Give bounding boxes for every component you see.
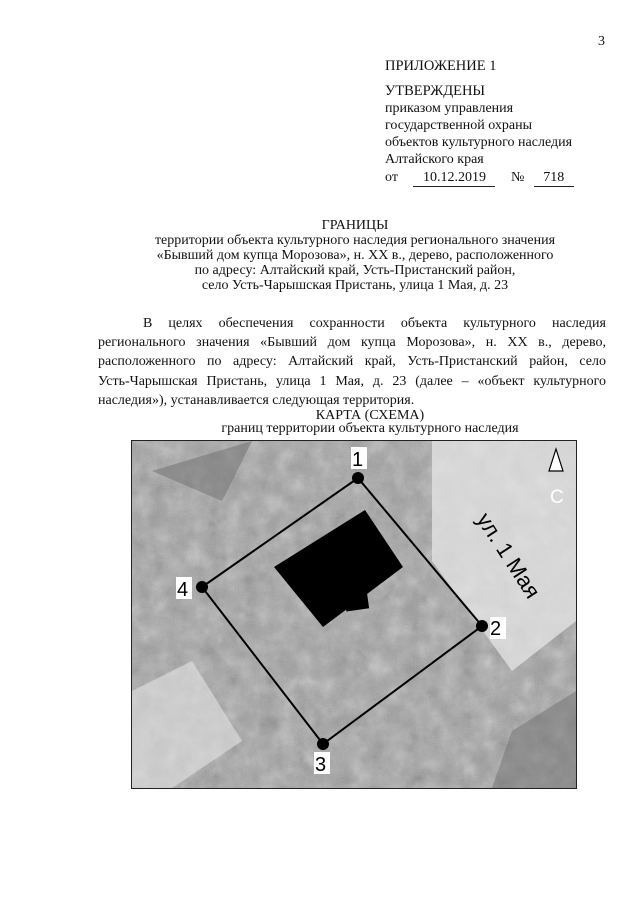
map-svg <box>132 441 576 788</box>
boundary-point-4 <box>196 581 208 593</box>
boundary-point-2 <box>476 620 488 632</box>
point-label-3: 3 <box>315 754 327 776</box>
title-heading: ГРАНИЦЫ <box>321 218 389 233</box>
boundary-point-3 <box>317 738 329 750</box>
boundary-map <box>131 440 577 789</box>
appendix-line: государственной охраны <box>385 118 533 133</box>
building-annex <box>344 591 369 611</box>
point-label-4: 4 <box>177 579 189 601</box>
appendix-line: объектов культурного наследия <box>385 135 573 150</box>
date-prefix: от <box>385 170 398 185</box>
order-number: 718 <box>534 169 574 187</box>
title-line: территории объекта культурного наследия регионального значения <box>154 233 556 248</box>
paragraph-line: В целях обеспечения сохранности объекта культурного наследия <box>143 316 606 331</box>
order-date: 10.12.2019 <box>413 169 495 187</box>
paragraph-line: расположенного по адресу: Алтайский край, Усть-Пристанский район, село <box>98 354 606 370</box>
approved-label: УТВЕРЖДЕНЫ <box>385 83 486 99</box>
appendix-line: Алтайского края <box>385 152 484 167</box>
street-label: ул. 1 Мая <box>471 508 546 603</box>
paragraph-line: наследия»), устанавливается следующая территория. <box>98 392 415 408</box>
title-line: «Бывший дом купца Морозова», н. XX в., дерево, расположенного <box>156 248 554 263</box>
appendix-date-row <box>385 169 574 187</box>
document-title <box>100 218 610 293</box>
map-caption <box>100 409 640 435</box>
appendix-block <box>385 58 574 187</box>
point-label-1: 1 <box>352 449 364 471</box>
page-number: 3 <box>598 34 605 49</box>
north-label: С <box>550 487 564 508</box>
paragraph-line: Усть-Чарышская Пристань, улица 1 Мая, д. 23 (далее – «объект культурного <box>98 373 606 389</box>
map-subtitle: границ территории объекта культурного наследия <box>221 421 519 436</box>
body-paragraph <box>98 314 606 410</box>
map-title: КАРТА (СХЕМА) <box>315 408 425 423</box>
number-prefix: № <box>510 170 525 185</box>
title-line: по адресу: Алтайский край, Усть-Пристанский район, <box>194 263 516 278</box>
appendix-title: ПРИЛОЖЕНИЕ 1 <box>385 58 497 74</box>
paragraph-line: регионального значения «Бывший дом купца Морозова», н. XX в., дерево, <box>98 335 606 351</box>
appendix-line: приказом управления <box>385 101 514 116</box>
point-label-2: 2 <box>490 618 502 640</box>
title-line: село Усть-Чарышская Пристань, улица 1 Мая, д. 23 <box>201 278 509 293</box>
boundary-point-1 <box>352 472 364 484</box>
